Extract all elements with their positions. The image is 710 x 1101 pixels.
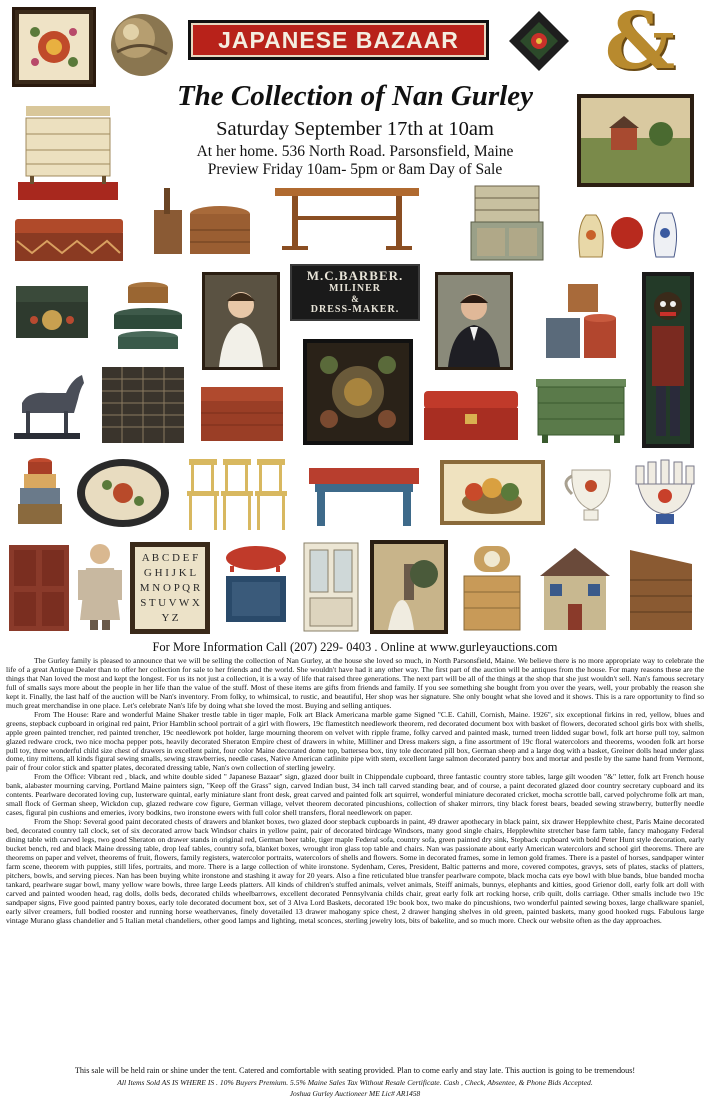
tall-clock-hood-photo: [458, 542, 526, 634]
red-blanket-box-image: [198, 383, 286, 445]
framed-landscape-painting-photo: [577, 94, 694, 187]
framed-mourning-theorem-photo: [370, 540, 448, 634]
milliner-sign-line1: M.C.BARBER.: [306, 268, 404, 283]
clock-chest-image: [458, 542, 526, 634]
decorated-document-box-photo: [12, 282, 92, 342]
framed-floral-needlework-photo: [12, 7, 96, 87]
milliner-sign-line2: MILINER: [328, 283, 381, 294]
painted-dresser-photo: [18, 100, 118, 200]
diamond-sign-image: [506, 8, 572, 74]
slant-front-desk-photo: [624, 540, 698, 634]
portrait-gentleman-image: [438, 275, 510, 367]
folk-art-doll-photo: [76, 540, 124, 632]
auction-title: The Collection of Nan Gurley: [176, 80, 534, 112]
fruit-theorem-image: [444, 464, 541, 521]
trestle-table-image: [272, 180, 422, 255]
red-document-box-image: [421, 388, 521, 444]
japanese-bazaar-sign-text: JAPANESE BAZAAR: [218, 26, 459, 53]
milliner-sign-line3: &: [351, 294, 359, 304]
miniature-house-photo: [534, 542, 616, 634]
auction-address-line: At her home. 536 North Road. Parsonsfield, Maine: [196, 143, 514, 160]
green-chest-image: [532, 375, 630, 445]
stepback-cupboard-image: [465, 182, 549, 264]
stepback-cupboard-photo: [465, 182, 549, 264]
windsor-chairs-photo: [183, 455, 293, 533]
sampler-line-1: A B C D E F: [141, 552, 199, 564]
house-items-paragraph: From The House: Rare and wonderful Maine Shaker trestle table in tiger maple, Folk art Black Americana marble game Signed "C.E. Cahill, Cornish, Maine. 1926", six exceptional firkins in red, yellow, blues and greens, stepback cupboard in original red paint, Prior Hamblin school portrait of a girl with flowers, 19c flamestitch needlework theorem, red decorated document box with basket of flowers, decorated school girls box with shells, apple green painted trencher, red painted trencher, 19c needlework pot holder, large mourning theorem on velvet with ripple frame, folky carved and painted mask, turned treen lidded sugar bowl, folk art horse pull toy, salmon glazed redware crock, two nice mocha pepper pots, heavily decorated Sheraton Empire chest of drawers in white, Milliner and Dress makers sign, a fine assortment of 19c floral watercolors and theorems, wooden folk art horse pull toy, three wonderful child size chest of drawers in excellent paint, four color Maine decorated dome top, battersea box, tiny tole decorated pill box, German sheep and a large dog with a basket, Greiner dolls head under glass dome, tiny mittens, all kinds figural sewing smalls, sewing strawberries, needle cases, Native American catlinite pipe with stem, excellent large salmon decorated pantry box and mortar and pestle by the same hand from Vermont, pair of frour color stick and spatter plates, decorated dressing table, Nan's own collection of sterling jewelry.: [6, 709, 704, 773]
sampler-line-3: M N O P Q R: [139, 582, 201, 594]
stacked-pantry-boxes-photo: [104, 275, 192, 353]
quintal-vase-image: [630, 458, 700, 530]
japanese-bazaar-sign: [188, 20, 489, 60]
framed-fruit-theorem-photo: [440, 460, 545, 525]
auction-preview-line: Preview Friday 10am- 5pm or 8am Day of Sale: [207, 161, 503, 178]
red-document-box-photo: [421, 388, 521, 444]
marble-sphere-image: [105, 8, 179, 82]
stacked-round-boxes-photo: [10, 452, 68, 532]
pantry-boxes-image: [104, 275, 192, 353]
ceramics-and-apple-photo: [572, 197, 684, 261]
fan-vase-quintal-photo: [630, 458, 700, 530]
decorated-oval-tray-photo: [73, 455, 173, 531]
horse-pull-toy-image: [8, 365, 92, 445]
office-items-paragraph: From the Office: Vibrant red , black, and white double sided " Japanese Bazaar" sign, glazed door built in Chippendale cupboard, three fantastic country store tables, large gilt wooden "&" letter, folk art French house bank, alabaster mourning carving, Portland Maine painters sign, "Keep off the Grass" sign, carved Indian bust, 34 inch tall carved standing bear, and of course, a paint decorated glazed door country secretary cupboard and its contents. Pearlware decorated loving cup, lusterware quintal, early miniature slant front desk, great carved and painted folk art squirrel, wonderful miniature decorated cricket, mocha scrottle ball, carved polychrome folk art man, small flock of German sheep, Wickdon cup, glazed redware cow figure, German village, velvet theorem decorated pincushions, collection of shaker mirrors, tiny black forest bears, beaded sewing strawberry, butterfly needle cases, figural pin cushions and emeries, ivory bodkins, two ironstone ewers with full color shell transfers, floral needlework on paper.: [6, 772, 704, 818]
apothecary-cabinet-photo: [100, 365, 186, 445]
auction-description: [6, 657, 704, 926]
stacked-firkins-photo: [540, 280, 622, 364]
horse-pull-toy-photo: [8, 365, 92, 445]
painted-bench-image: [305, 458, 423, 530]
painted-dresser-image: [18, 100, 118, 200]
stacked-firkins-image: [540, 280, 622, 364]
diamond-decorated-sign-photo: [506, 8, 572, 74]
sampler-line-2: G H I J K L: [143, 567, 197, 579]
mourning-theorem-image: [374, 544, 444, 630]
glazed-door-cupboard-photo: [300, 540, 362, 634]
chip-carved-box-image: [12, 213, 126, 265]
intro-paragraph: The Gurley family is pleased to announce that we will be selling the collection of Nan Gurley, at the house she loved so much, in North Parsonsfield, Maine. We believe there is no more appropriate way to celebrate the life of a great Antique Dealer than to offer her collection for sale to her friends and the world. She wouldn't have had it any other way. The first part of the auction will be antiques from the house. For many reasons these are the things that Nan loved the most and kept the longest. For us its not just a collection, it is a way of life that raised three generations. The next part will be all of the things at the shop that she just wouldn't sell. Nan's famous secretary full of smalls says more about the people in her life than the value of the stuff. Most of these items are gifts from friends and family. If you see something she bought from you over the years, well, your probably the reason she kept it. Finally, the last half of the auction will be Nan's inventory. From folky, to whimsical, to rustic, and beautiful, Her shop was her signature. She only bought what she loved and it shows. This is a rare opportunity to find so much great merchandise in one place. Let's celebrate Nan's life by doing what she loved the most. Buying and selling antiques.: [6, 656, 704, 710]
red-cupboard-photo: [6, 542, 72, 634]
firkins-image: [142, 180, 254, 260]
milliner-dressmaker-sign: [290, 264, 420, 321]
slant-desk-image: [624, 540, 698, 634]
chip-carved-box-photo: [12, 213, 126, 265]
folk-art-doll-image: [76, 540, 124, 632]
portrait-girl-image: [205, 275, 277, 367]
red-cupboard-image: [6, 542, 72, 634]
green-chest-of-drawers-photo: [532, 375, 630, 445]
miniature-house-image: [534, 542, 616, 634]
oval-tray-image: [73, 455, 173, 531]
portrait-gentleman-painting-photo: [435, 272, 513, 370]
milliner-sign-line4: DRESS-MAKER.: [310, 304, 400, 315]
ceramics-apple-image: [572, 197, 684, 261]
framed-needlework-theorem-photo: [303, 339, 413, 445]
glazed-cupboard-image: [300, 540, 362, 634]
folk-art-figure-image: [642, 272, 694, 448]
floral-needlework-image: [15, 10, 93, 84]
pig-sign-image: [218, 540, 293, 634]
gilt-ampersand-glyph: &: [604, 3, 676, 81]
needlework-theorem-image: [307, 343, 409, 441]
sampler-line-5: Y Z: [161, 612, 179, 624]
firkins-buckets-photo: [142, 180, 254, 260]
apothecary-cabinet-image: [100, 365, 186, 445]
auction-date-line: Saturday September 17th at 10am: [216, 118, 494, 140]
auctioneer-license-line: Joshua Gurley Auctioneer ME Lic# AR1458: [289, 1089, 421, 1098]
rain-or-shine-line: This sale will be held rain or shine under the tent. Catered and comfortable with seating provided. Plan to come early and stay late. This auction is going to be tremendous!: [74, 1066, 636, 1075]
contact-info-line: For More Information Call (207) 229- 0403 . Online at www.gurleyauctions.com: [152, 640, 558, 654]
marble-sphere-photo: [105, 8, 179, 82]
gilt-ampersand-letter-photo: [585, 3, 695, 81]
red-blanket-box-photo: [198, 383, 286, 445]
landscape-painting-image: [581, 98, 690, 183]
round-boxes-image: [10, 452, 68, 532]
document-box-image: [12, 282, 92, 342]
portrait-girl-painting-photo: [202, 272, 280, 370]
loving-cup-image: [558, 462, 624, 526]
carved-folk-art-figure-photo: [642, 272, 694, 448]
framed-alphabet-sampler: [130, 542, 210, 634]
pig-sign-and-box-photo: [218, 540, 293, 634]
shop-items-paragraph: From the Shop: Several good paint decorated chests of drawers and blanket boxes, two glazed door stepback cupboards in paint, 49 drawer apothecary in black paint, six drawer Hepplewhite chest, Paris Maine decorated bed, decorated country tall clock, set of six decorated arrow back Windsor chairs in yellow paint, pair of decorated birdcage Windsors, many good single chairs, Hepplewhite stretcher base farm table, fancy mahogany Federal dining table with carved legs, two good Sheraton on drawer stands in original red, German beer table, tiger maple Federal sofa, country sofa, green painted dry sink, Stepback cupboard with bold Peter Hunt style decoration, early bucket bench, red and black Maine dressing table, drop leaf tables, country sofa, blanket boxes, wrought iron glass top table and chairs. Nan was passionate about early American watercolors and school girl theorems. There are theorems on paper and velvet, theorems of fruit, flowers, family registers, watercolor portraits, watercolors of shells and flowers. Some in decorated frames, some in lemon gold frames. There is a pastel of horses, sandpaper winter farm scene, theorem with puppies, still lifes, portraits, and more. There is a large collection of white ironstone. Sydenham, Ceres, President, Baltic patterns and more, covered compotes, gravys, sets of plates, stacks of platters, pitchers, bowls, and serving pieces. Nan has been buying white ironstone and stashing it away for 20 years. Also a fine reticulated blue transfer pearlware compote, black mocha cats eye bowl with blue bands, blue banded mocha tankard, pearlware sugar bowl, many yellow ware bowls, three large Leeds platters. All kinds of children's stuffed animals, velvet animals, Steiff animals, bunnys, elephants and kitties, good Grienor doll, early folk art doll with carved and painted wooden head, rag dolls, dolls beds, decorated childs wheelbarrows, excellent decorated Pennsylvania childs chair, great early folk art rocking horse, crib quilt, dolls carriage. Other smalls include two 19c sandpaper signs, Five good painted pantry boxes, early tole decorated document box, set of 3 Alva Lord Baskets, decorated 19c book box, two make do pincushions, two wonderful painted sewing boxes, large chalkware spaniel, early silver creamers, full bodied rooster and running horse weathervanes, finely dovetailed 13 drawer mahogany spice chest, 2 drawer hanging shelves in old green, painted baskets, many good hooked rugs. Fabulous large vintage Murano glass chandelier and 5 Italian metal chandeliers, other good lamps and lighting, metal sconces, sterling jewelry lots, bits of bakelite, and so much more. Check our website often as the day approaches.: [6, 817, 704, 925]
shaker-trestle-table-photo: [272, 180, 422, 255]
sampler-line-4: S T U V W X: [140, 597, 200, 609]
pearlware-loving-cup-photo: [558, 462, 624, 526]
painted-bench-photo: [305, 458, 423, 530]
windsor-chairs-image: [183, 455, 293, 533]
terms-of-sale-line: All Items Sold AS IS WHERE IS . 10% Buyers Premium. 5.5% Maine Sales Tax Without Resale Certificate. Cash , Check, Absentee, & Phone Bids Accepted.: [117, 1078, 593, 1087]
